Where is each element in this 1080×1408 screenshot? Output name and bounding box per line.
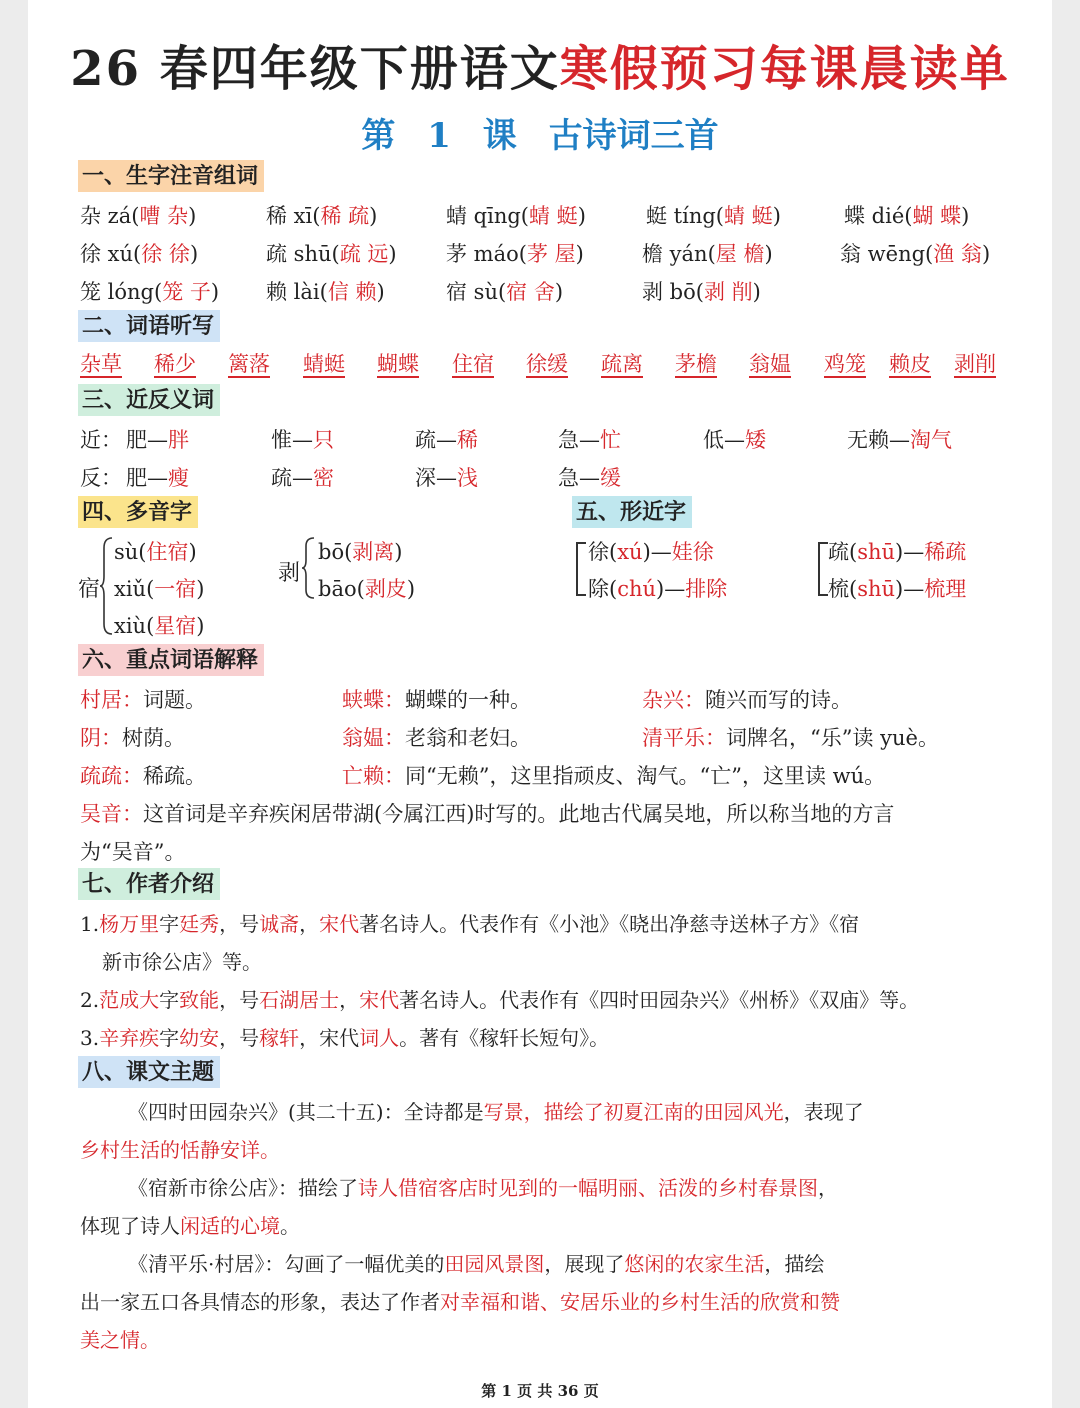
- document-page: [28, 0, 1052, 1408]
- polyphone-reading: bāo(剥皮): [318, 577, 416, 601]
- theme-paragraph-cont: 体现了诗人闲适的心境。: [80, 1214, 300, 1238]
- similar-char: 徐(xú)—娃徐: [588, 540, 714, 564]
- section-heading-explanations: 六、重点词语解释: [78, 644, 264, 676]
- section-heading-themes: 八、课文主题: [78, 1056, 220, 1088]
- vocab-word: 稀少: [154, 352, 196, 376]
- explanation-item: 疏疏：稀疏。: [80, 764, 206, 788]
- bracket-icon: [818, 542, 828, 596]
- section-heading-similar-chars: 五、形近字: [572, 496, 692, 528]
- synonym-pair: 惟—只: [271, 428, 334, 452]
- char-item: 蝶 dié(蝴 蝶): [844, 204, 970, 228]
- polyphone-char: 宿: [78, 577, 101, 602]
- vocab-word: 蜻蜓: [303, 352, 345, 376]
- char-item: 茅 máo(茅 屋): [446, 242, 584, 266]
- synonym-pair: 疏—稀: [415, 428, 478, 452]
- polyphone-reading: xiǔ(一宿): [114, 577, 205, 601]
- synonym-pair: 低—矮: [703, 428, 766, 452]
- polyphone-reading: sù(住宿): [114, 540, 197, 564]
- author-item: 2.范成大字致能，号石湖居士，宋代著名诗人。代表作有《四时田园杂兴》《州桥》《双庙》等。: [80, 988, 920, 1012]
- explanation-item: 亡赖：同“无赖”，这里指顽皮、淘气。“亡”，这里读 wú。: [342, 764, 886, 788]
- theme-paragraph-cont: 出一家五口各具情态的形象，表达了作者对幸福和谐、安居乐业的乡村生活的欣赏和赞: [80, 1290, 840, 1314]
- similar-char: 除(chú)—排除: [588, 577, 728, 601]
- explanation-item: 村居：词题。: [80, 688, 206, 712]
- antonym-pair: 急—缓: [558, 466, 621, 490]
- vocab-word: 鸡笼: [824, 352, 866, 376]
- char-item: 笼 lóng(笼 子): [80, 280, 220, 304]
- antonym-pair: 疏—密: [271, 466, 334, 490]
- explanation-item: 翁媪：老翁和老妇。: [342, 726, 531, 750]
- section-heading-synonyms: 三、近反义词: [78, 384, 220, 416]
- explanation-item-cont: 为“吴音”。: [80, 840, 186, 864]
- explanation-item: 杂兴：随兴而写的诗。: [642, 688, 852, 712]
- curly-brace-icon: [302, 536, 316, 600]
- author-item: 1.杨万里字廷秀，号诚斋，宋代著名诗人。代表作有《小池》《晓出净慈寺送林子方》《宿: [80, 912, 860, 936]
- curly-brace-icon: [100, 536, 114, 636]
- bracket-icon: [576, 542, 586, 596]
- explanation-item: 阴：树荫。: [80, 726, 185, 750]
- char-item: 剥 bō(剥 削): [642, 280, 761, 304]
- section-heading-authors: 七、作者介绍: [78, 868, 220, 900]
- char-item: 杂 zá(嘈 杂): [80, 204, 197, 228]
- similar-char: 梳(shū)—梳理: [828, 577, 967, 601]
- synonym-pair: 无赖—淘气: [847, 428, 952, 452]
- polyphone-char: 剥: [278, 561, 301, 586]
- antonym-pair: 深—浅: [415, 466, 478, 490]
- author-item-cont: 新市徐公店》等。: [102, 950, 262, 974]
- synonym-pair: 急—忙: [558, 428, 621, 452]
- author-item: 3.辛弃疾字幼安，号稼轩，宋代词人。著有《稼轩长短句》。: [80, 1026, 610, 1050]
- lesson-title: 第 1 课 古诗词三首: [361, 116, 719, 156]
- char-item: 徐 xú(徐 徐): [80, 242, 199, 266]
- theme-paragraph: 《四时田园杂兴》(其二十五)：全诗都是写景，描绘了初夏江南的田园风光，表现了: [128, 1100, 864, 1124]
- antonym-label: 反：: [80, 466, 122, 490]
- polyphone-reading: xiù(星宿): [114, 614, 205, 638]
- char-item: 疏 shū(疏 远): [266, 242, 397, 266]
- section-heading-polyphones: 四、多音字: [78, 496, 198, 528]
- vocab-word: 翁媪: [749, 352, 791, 376]
- explanation-item: 蛱蝶：蝴蝶的一种。: [342, 688, 531, 712]
- theme-paragraph-cont: 美之情。: [80, 1328, 160, 1352]
- page-title: 26 春四年级下册语文寒假预习每课晨读单: [70, 41, 1010, 97]
- char-item: 蜻 qīng(蜻 蜓): [446, 204, 586, 228]
- vocab-word: 茅檐: [675, 352, 717, 376]
- vocab-word: 徐缓: [526, 352, 568, 376]
- similar-char: 疏(shū)—稀疏: [828, 540, 967, 564]
- char-item: 赖 lài(信 赖): [266, 280, 385, 304]
- synonym-label: 近：: [80, 428, 122, 452]
- vocab-word: 赖皮: [889, 352, 931, 376]
- explanation-item: 吴音：这首词是辛弃疾闲居带湖(今属江西)时写的。此地古代属吴地，所以称当地的方言: [80, 802, 895, 826]
- char-item: 檐 yán(屋 檐): [642, 242, 773, 266]
- page-footer: 第 1 页 共 36 页: [481, 1382, 599, 1400]
- vocab-word: 杂草: [80, 352, 122, 376]
- polyphone-reading: bō(剥离): [318, 540, 403, 564]
- vocab-word: 剥削: [954, 352, 996, 376]
- char-item: 宿 sù(宿 舍): [446, 280, 564, 304]
- vocab-word: 疏离: [601, 352, 643, 376]
- theme-paragraph: 《宿新市徐公店》：描绘了诗人借宿客店时见到的一幅明丽、活泼的乡村春景图，: [128, 1176, 838, 1200]
- vocab-word: 蝴蝶: [377, 352, 419, 376]
- char-item: 蜓 tíng(蜻 蜓): [646, 204, 781, 228]
- antonym-pair: 肥—瘦: [126, 466, 189, 490]
- vocab-word: 住宿: [452, 352, 494, 376]
- theme-paragraph-cont: 乡村生活的恬静安详。: [80, 1138, 280, 1162]
- char-item: 翁 wēng(渔 翁): [840, 242, 991, 266]
- synonym-pair: 肥—胖: [126, 428, 189, 452]
- section-heading-dictation: 二、词语听写: [78, 310, 220, 342]
- section-heading-characters: 一、生字注音组词: [78, 160, 264, 192]
- explanation-item: 清平乐：词牌名，“乐”读 yuè。: [642, 726, 939, 750]
- vocab-word: 篱落: [228, 352, 270, 376]
- char-item: 稀 xī(稀 疏): [266, 204, 378, 228]
- theme-paragraph: 《清平乐·村居》：勾画了一幅优美的田园风景图，展现了悠闲的农家生活，描绘: [128, 1252, 825, 1276]
